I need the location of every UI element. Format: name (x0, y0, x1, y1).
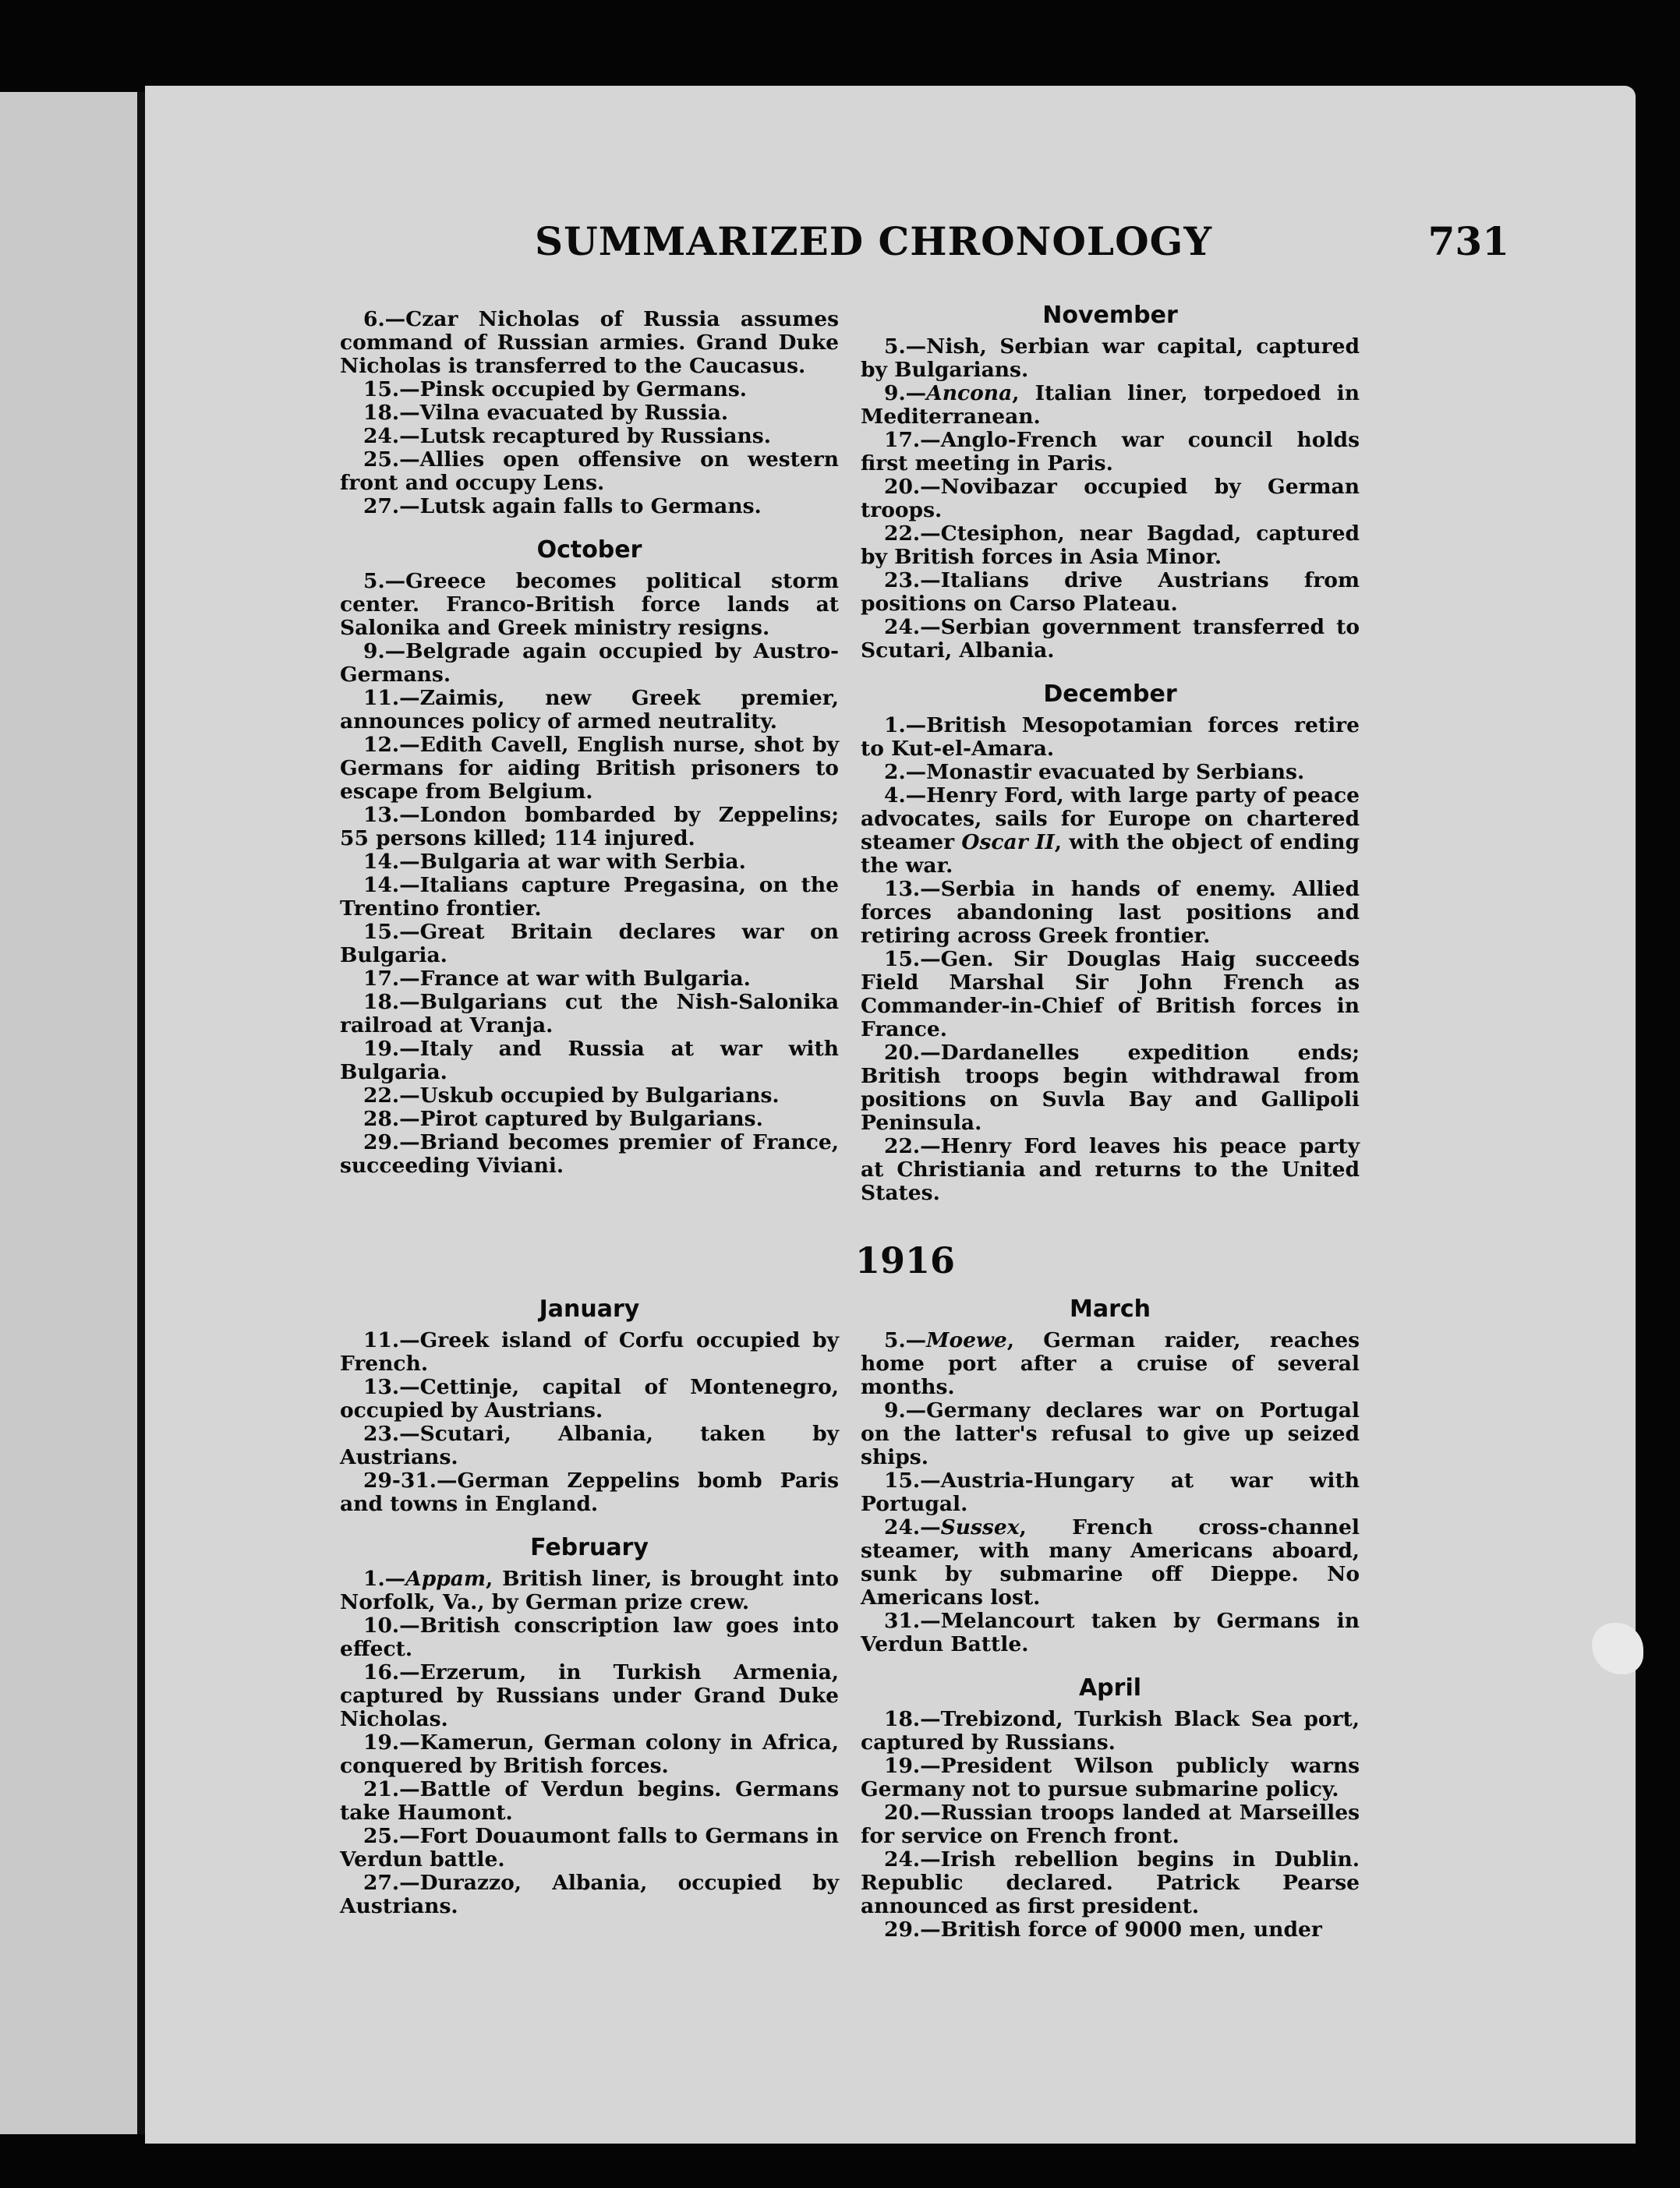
chronology-entry: 22.—Henry Ford leaves his peace party at Christiania and returns to the United States. (861, 1134, 1360, 1205)
chronology-entry: 25.—Fort Douaumont falls to Germans in Verdun battle. (340, 1824, 839, 1872)
chronology-entry: 2.—Monastir evacuated by Serbians. (884, 760, 1305, 784)
september-entries (340, 308, 839, 518)
february-entries (340, 1568, 839, 1918)
chronology-entry: 22.—Uskub occupied by Bulgarians. (363, 1083, 780, 1108)
entry-text: , British liner, is brought into Norfolk, Va., by German prize crew. (340, 1567, 839, 1614)
chronology-entry: 18.—Vilna evacuated by Russia. (363, 401, 729, 425)
chronology-entry: 12.—Edith Cavell, English nurse, shot by Germans for aiding British prisoners to escape from Belgium. (340, 733, 839, 804)
month-heading-february: February (530, 1534, 649, 1561)
chronology-entry: 14.—Bulgaria at war with Serbia. (363, 850, 746, 874)
entry-text: , French cross-channel steamer, with many Americans aboard, sunk by submarine off Dieppe. No Americans lost. (861, 1515, 1360, 1610)
entry-text: 9.— (884, 381, 927, 405)
chronology-entry: 15.—Great Britain declares war on Bulgaria. (340, 920, 839, 967)
chronology-entry: 18.—Bulgarians cut the Nish-Salonika railroad at Vranja. (340, 990, 839, 1037)
chronology-entry: 24.—Serbian government transferred to Scutari, Albania. (861, 615, 1360, 663)
march-entries (861, 1329, 1360, 1656)
chronology-entry: 29.—Briand becomes premier of France, succeeding Viviani. (340, 1130, 839, 1178)
chronology-entry (861, 1329, 1360, 1399)
chronology-entry: 23.—Italians drive Austrians from positions on Carso Plateau. (861, 568, 1360, 616)
chronology-entry (861, 1516, 1360, 1610)
chronology-entry: 20.—Novibazar occupied by German troops. (861, 475, 1360, 522)
chronology-entry: 27.—Lutsk again falls to Germans. (363, 494, 762, 518)
chronology-entry: 10.—British conscription law goes into effect. (340, 1614, 839, 1661)
chronology-entry: 16.—Erzerum, in Turkish Armenia, captured by Russians under Grand Duke Nicholas. (340, 1660, 839, 1731)
chronology-entry: 21.—Battle of Verdun begins. Germans take Haumont. (340, 1777, 839, 1825)
chronology-entry: 13.—Cettinje, capital of Montenegro, occupied by Austrians. (340, 1375, 839, 1423)
chronology-entry: 18.—Trebizond, Turkish Black Sea port, captured by Russians. (861, 1707, 1360, 1755)
october-entries (340, 570, 839, 1178)
january-entries (340, 1329, 839, 1516)
ship-name: Ancona (926, 381, 1013, 405)
chronology-entry: 31.—Melancourt taken by Germans in Verdun Battle. (861, 1609, 1360, 1656)
chronology-entry: 5.—Nish, Serbian war capital, captured by Bulgarians. (861, 334, 1360, 382)
chronology-entry: 24.—Irish rebellion begins in Dublin. Republic declared. Patrick Pearse announced as first president. (861, 1847, 1360, 1918)
book-gutter (137, 92, 145, 2134)
chronology-entry: 13.—Serbia in hands of enemy. Allied forces abandoning last positions and retiring across Greek frontier. (861, 877, 1360, 948)
ship-name: Sussex (940, 1515, 1020, 1539)
chronology-entry: 17.—Anglo-French war council holds first meeting in Paris. (861, 428, 1360, 475)
chronology-entry: 15.—Pinsk occupied by Germans. (363, 377, 748, 401)
chronology-entry: 15.—Austria-Hungary at war with Portugal. (861, 1469, 1360, 1516)
month-heading-january: January (539, 1295, 640, 1323)
entry-text: 4.—Henry Ford, with large party of peace advocates, sails for Europe on chartered steamer (861, 783, 1360, 854)
entry-text: , German raider, reaches home port after a cruise of several months. (861, 1328, 1360, 1399)
chronology-entry: 11.—Zaimis, new Greek premier, announces policy of armed neutrality. (340, 686, 839, 733)
month-heading-april: April (1078, 1674, 1142, 1702)
entry-text: 24.— (884, 1515, 941, 1539)
chronology-entry (861, 382, 1360, 429)
chronology-entry (340, 1568, 839, 1614)
month-heading-october: October (536, 536, 642, 564)
chronology-entry: 24.—Lutsk recaptured by Russians. (363, 424, 771, 448)
chronology-entry: 5.—Greece becomes political storm center. Franco-British force lands at Salonika and Greek ministry resigns. (340, 569, 839, 640)
month-heading-november: November (1042, 302, 1178, 329)
chronology-entry: 14.—Italians capture Pregasina, on the Trentino frontier. (340, 873, 839, 921)
entry-text: , with the object of ending the war. (861, 830, 1360, 878)
page-number: 731 (1427, 218, 1509, 264)
page-header (535, 218, 1509, 273)
month-heading-december: December (1043, 680, 1177, 708)
entry-text: , Italian liner, torpedoed in Mediterranean. (861, 381, 1360, 429)
chronology-entry: 29-31.—German Zeppelins bomb Paris and towns in England. (340, 1469, 839, 1516)
chronology-entry: 19.—Kamerun, German colony in Africa, conquered by British forces. (340, 1730, 839, 1778)
chronology-entry: 20.—Russian troops landed at Marseilles for service on French front. (861, 1801, 1360, 1848)
november-entries (861, 335, 1360, 663)
right-column-bottom (861, 1295, 1360, 1942)
december-entries (861, 714, 1360, 1205)
chronology-entry: 11.—Greek island of Corfu occupied by French. (340, 1328, 839, 1376)
entry-text: 5.— (884, 1328, 927, 1352)
chronology-entry: 17.—France at war with Bulgaria. (363, 967, 751, 991)
chronology-entry: 15.—Gen. Sir Douglas Haig succeeds Field Marshal Sir John French as Commander-in-Chief of British forces in France. (861, 947, 1360, 1041)
year-heading: 1916 (854, 1239, 956, 1281)
chronology-entry: 20.—Dardanelles expedition ends; British troops begin withdrawal from positions on Suvla Bay and Gallipoli Peninsula. (861, 1041, 1360, 1135)
chronology-entry: 9.—Germany declares war on Portugal on the latter's refusal to give up seized ships. (861, 1398, 1360, 1469)
left-column-top (340, 308, 839, 1178)
april-entries (861, 1708, 1360, 1942)
chronology-entry: 27.—Durazzo, Albania, occupied by Austrians. (340, 1871, 839, 1918)
chronology-entry: 13.—London bombarded by Zeppelins; 55 persons killed; 114 injured. (340, 803, 839, 850)
chronology-entry: 19.—Italy and Russia at war with Bulgaria. (340, 1037, 839, 1084)
chronology-entry: 25.—Allies open offensive on western front and occupy Lens. (340, 447, 839, 495)
running-title: SUMMARIZED CHRONOLOGY (535, 218, 1213, 264)
ship-name: Appam (405, 1567, 486, 1591)
chronology-entry: 1.—British Mesopotamian forces retire to Kut-el-Amara. (861, 713, 1360, 761)
chronology-entry: 28.—Pirot captured by Bulgarians. (363, 1107, 763, 1131)
month-heading-march: March (1069, 1295, 1151, 1323)
facing-page-edge (0, 92, 137, 2134)
chronology-entry (861, 784, 1360, 878)
chronology-entry: 6.—Czar Nicholas of Russia assumes command of Russian armies. Grand Duke Nicholas is transferred to the Caucasus. (340, 307, 839, 378)
right-column-top (861, 304, 1360, 1205)
chronology-entry: 19.—President Wilson publicly warns Germany not to pursue submarine policy. (861, 1754, 1360, 1801)
ship-name: Moewe (926, 1328, 1007, 1352)
left-column-bottom (340, 1295, 839, 1918)
ship-name: Oscar II (961, 830, 1055, 854)
chronology-entry: 9.—Belgrade again occupied by Austro-Germans. (340, 639, 839, 687)
chronology-entry: 23.—Scutari, Albania, taken by Austrians. (340, 1422, 839, 1469)
book-page (145, 86, 1636, 2144)
entry-text: 1.— (363, 1567, 406, 1591)
chronology-entry: 29.—British force of 9000 men, under (884, 1918, 1322, 1942)
chronology-entry: 22.—Ctesiphon, near Bagdad, captured by British forces in Asia Minor. (861, 521, 1360, 569)
